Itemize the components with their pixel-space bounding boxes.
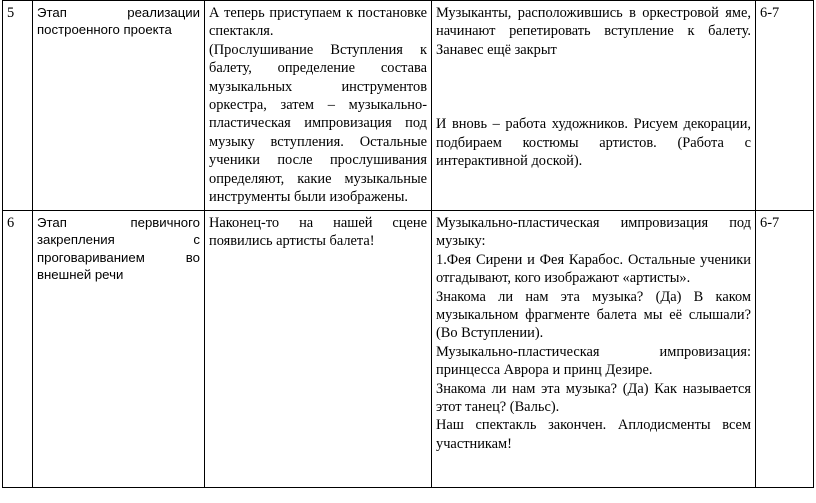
teacher-line: (Прослушивание Вступления к балету, определение состава музыкальных инструментов оркестра, затем – музыкально-пластическая импровизация под музыку вступления. Остальные ученики после прослушивания определяют, какие музыкальные инструменты были изображены. (209, 41, 427, 206)
row-number: 6 (3, 211, 33, 488)
teacher-line: Наконец-то на нашей сцене появились артисты балета! (209, 215, 427, 250)
lesson-plan-table (2, 0, 814, 488)
table-row (3, 211, 814, 488)
student-line: Музыкально-пластическая импровизация под музыку: (436, 215, 751, 250)
spacer (436, 59, 751, 115)
student-activity (432, 211, 756, 488)
teacher-activity (205, 1, 432, 211)
student-line: И вновь – работа художников. Рисуем декорации, подбираем костюмы артистов. (Работа с интерактивной доской). (436, 116, 751, 170)
student-line: Музыканты, расположившись в оркестровой яме, начинают репетировать вступление к балету. Занавес ещё закрыт (436, 5, 751, 58)
student-activity (432, 1, 756, 211)
student-line: Наш спектакль закончен. Аплодисменты всем участникам! (436, 417, 751, 452)
student-line: Музыкально-пластическая импровизация: принцесса Аврора и принц Дезире. (436, 343, 751, 379)
table-row (3, 1, 814, 211)
teacher-line: А теперь приступаем к постановке спектакля. (209, 5, 427, 40)
student-line: 1.Фея Сирени и Фея Карабос. Остальные ученики отгадывают, кого изображают «артисты». (436, 251, 751, 287)
time-minutes: 6-7 (756, 1, 814, 211)
teacher-activity (205, 211, 432, 488)
time-minutes: 6-7 (756, 211, 814, 488)
row-number: 5 (3, 1, 33, 211)
stage-name: Этап реализации построенного проекта (33, 1, 205, 211)
student-line: Знакома ли нам эта музыка? (Да) Как называется этот танец? (Вальс). (436, 380, 751, 416)
student-line: Знакома ли нам эта музыка? (Да) В каком музыкальном фрагменте балета мы её слышали? (Во Вступлении). (436, 288, 751, 342)
stage-name: Этап первичного закрепления с проговариванием во внешней речи (33, 211, 205, 488)
